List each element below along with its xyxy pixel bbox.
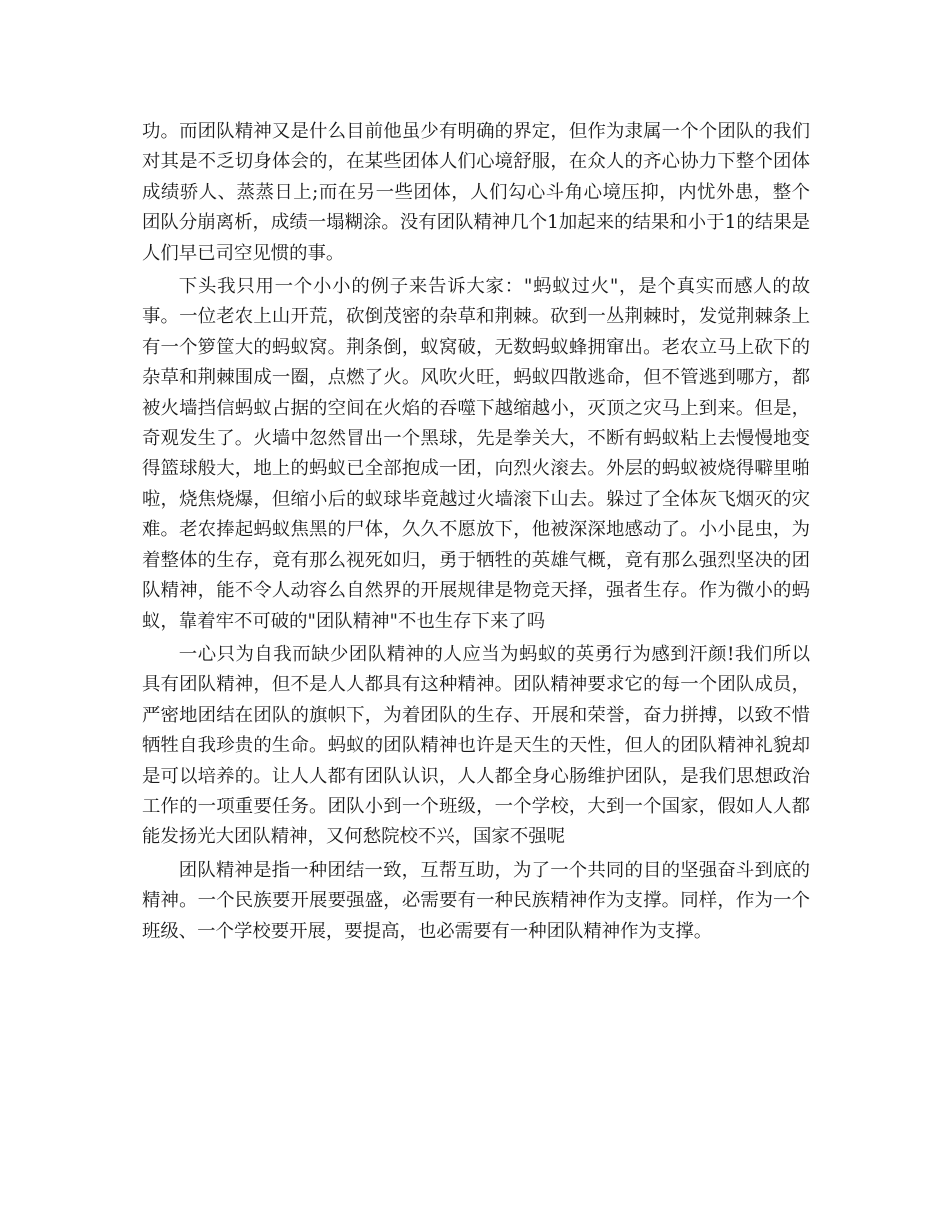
paragraph-team-spirit-definition: 团队精神是指一种团结一致，互帮互助，为了一个共同的目的坚强奋斗到底的精神。一个民族要开展要强盛，必需要有一种民族精神作为支撑。同样，作为一个班级、一个学校要开展，要提高，也必需要有一种团队精神作为支撑。 [142,859,810,942]
paragraph-continuation: 功。而团队精神又是什么目前他虽少有明确的界定，但作为隶属一个个团队的我们对其是不乏切身体会的，在某些团体人们心境舒服，在众人的齐心协力下整个团体成绩骄人、蒸蒸日上;而在另一些团体，人们勾心斗角心境压抑，内忧外患，整个团队分崩离析，成绩一塌糊涂。没有团队精神几个1加起来的结果和小于1的结果是人们早已司空见惯的事。 [142,121,810,264]
paragraph-team-spirit-requirement: 一心只为自我而缺少团队精神的人应当为蚂蚁的英勇行为感到汗颜!我们所以具有团队精神，但不是人人都具有这种精神。团队精神要求它的每一个团队成员，严密地团结在团队的旗帜下，为着团队的生存、开展和荣誉，奋力拼搏，以致不惜牺牲自我珍贵的生命。蚂蚁的团队精神也许是天生的天性，但人的团队精神礼貌却是可以培养的。让人人都有团队认识，人人都全身心肠维护团队，是我们思想政治工作的一项重要任务。团队小到一个班级，一个学校，大到一个国家，假如人人都能发扬光大团队精神，又何愁院校不兴，国家不强呢 [142,643,810,848]
paragraph-ant-story: 下头我只用一个小小的例子来告诉大家："蚂蚁过火"，是个真实而感人的故事。一位老农上山开荒，砍倒茂密的杂草和荆棘。砍到一丛荆棘时，发觉荆棘条上有一个箩筐大的蚂蚁窝。荆条倒，蚁窝破，无数蚂蚁蜂拥窜出。老农立马上砍下的杂草和荆棘围成一圈，点燃了火。风吹火旺，蚂蚁四散逃命，但不管逃到哪方，都被火墙挡信蚂蚁占据的空间在火焰的吞噬下越缩越小，灭顶之灾马上到来。但是，奇观发生了。火墙中忽然冒出一个黑球，先是拳关大，不断有蚂蚁粘上去慢慢地变得篮球般大，地上的蚂蚁已全部抱成一团，向烈火滚去。外层的蚂蚁被烧得噼里啪啦，烧焦烧爆，但缩小后的蚁球毕竟越过火墙滚下山去。躲过了全体灰飞烟灭的灾难。老农捧起蚂蚁焦黑的尸体，久久不愿放下，他被深深地感动了。小小昆虫，为着整体的生存，竟有那么视死如归，勇于牺牲的英雄气概，竟有那么强烈坚决的团队精神，能不令人动容么自然界的开展规律是物竞天择，强者生存。作为微小的蚂蚁，靠着牢不可破的"团队精神"不也生存下来了吗 [142,276,810,632]
